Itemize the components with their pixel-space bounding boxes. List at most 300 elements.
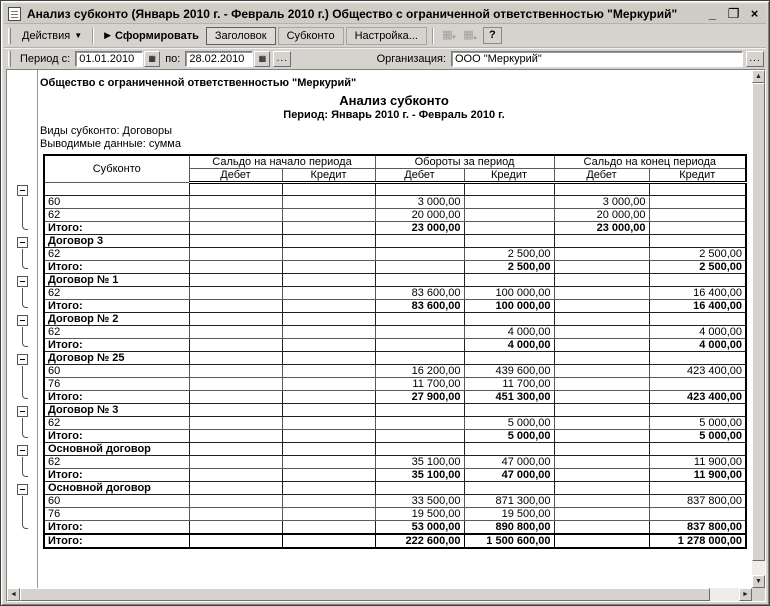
- amount-cell[interactable]: [282, 534, 375, 548]
- amount-cell[interactable]: 4 000,00: [649, 339, 746, 352]
- amount-cell[interactable]: [189, 209, 282, 222]
- amount-cell[interactable]: [375, 183, 464, 196]
- subconto-cell[interactable]: 76: [44, 378, 189, 391]
- amount-cell[interactable]: 4 000,00: [464, 326, 554, 339]
- actions-menu-button[interactable]: [15, 28, 89, 44]
- amount-cell[interactable]: [554, 313, 649, 326]
- amount-cell[interactable]: [189, 404, 282, 417]
- amount-cell[interactable]: 5 000,00: [464, 430, 554, 443]
- amount-cell[interactable]: [554, 430, 649, 443]
- report-title: Анализ субконто: [339, 93, 449, 108]
- subconto-cell[interactable]: Основной договор: [44, 443, 189, 456]
- chevron-down-icon: ▼: [74, 30, 83, 40]
- collapse-group-button[interactable]: [17, 276, 28, 287]
- col-header-subconto: Субконто: [44, 155, 189, 183]
- amount-cell[interactable]: [554, 339, 649, 352]
- panel-grip: [8, 51, 11, 67]
- account-row: [44, 417, 746, 430]
- col-header-turnover: Обороты за период: [375, 155, 554, 169]
- amount-cell[interactable]: [282, 378, 375, 391]
- amount-cell[interactable]: [282, 352, 375, 365]
- amount-cell[interactable]: [282, 235, 375, 248]
- amount-cell[interactable]: [375, 261, 464, 274]
- amount-cell[interactable]: [282, 313, 375, 326]
- subconto-cell[interactable]: Итого:: [44, 222, 189, 235]
- scroll-up-icon[interactable]: ▲: [752, 70, 765, 83]
- group-bracket: [22, 366, 28, 399]
- amount-cell[interactable]: 16 200,00: [375, 365, 464, 378]
- parameter-bar: [4, 48, 766, 69]
- horizontal-scrollbar[interactable]: [7, 588, 752, 601]
- amount-cell[interactable]: [282, 183, 375, 196]
- amount-cell[interactable]: [464, 352, 554, 365]
- amount-cell[interactable]: [375, 235, 464, 248]
- amount-cell[interactable]: 11 900,00: [649, 456, 746, 469]
- amount-cell[interactable]: 222 600,00: [375, 534, 464, 548]
- amount-cell[interactable]: 2 500,00: [649, 261, 746, 274]
- subconto-cell[interactable]: Итого:: [44, 534, 189, 548]
- amount-cell[interactable]: [282, 261, 375, 274]
- amount-cell[interactable]: 5 000,00: [649, 430, 746, 443]
- amount-cell[interactable]: 451 300,00: [464, 391, 554, 404]
- amount-cell[interactable]: 837 800,00: [649, 495, 746, 508]
- amount-cell[interactable]: [554, 521, 649, 535]
- amount-cell[interactable]: 83 600,00: [375, 300, 464, 313]
- subconto-cell[interactable]: Договор № 1: [44, 274, 189, 287]
- amount-cell[interactable]: 3 000,00: [554, 196, 649, 209]
- subconto-cell[interactable]: 62: [44, 456, 189, 469]
- group-total-row: [44, 339, 746, 352]
- col-header-debit: Дебет: [375, 169, 464, 183]
- amount-cell[interactable]: [649, 183, 746, 196]
- subconto-cell[interactable]: 60: [44, 495, 189, 508]
- amount-cell[interactable]: [649, 222, 746, 235]
- window-title: Анализ субконто (Январь 2010 г. - Февраль 2010 г.) Общество с ограниченной ответственностью "Меркурий": [27, 6, 678, 21]
- group-bracket: [22, 418, 28, 438]
- amount-cell[interactable]: [375, 430, 464, 443]
- subconto-cell[interactable]: 62: [44, 326, 189, 339]
- period-to-label: по:: [165, 52, 181, 65]
- subconto-cell[interactable]: 60: [44, 196, 189, 209]
- amount-cell[interactable]: [554, 235, 649, 248]
- amount-cell[interactable]: [375, 404, 464, 417]
- amount-cell[interactable]: [464, 482, 554, 495]
- report-table-wrap: [43, 154, 746, 549]
- amount-cell[interactable]: [189, 274, 282, 287]
- subconto-button[interactable]: Субконто: [278, 27, 344, 45]
- amount-cell[interactable]: [282, 196, 375, 209]
- group-total-row: [44, 430, 746, 443]
- amount-cell[interactable]: 20 000,00: [375, 209, 464, 222]
- amount-cell[interactable]: [282, 443, 375, 456]
- amount-cell[interactable]: [464, 222, 554, 235]
- account-row: [44, 326, 746, 339]
- amount-cell[interactable]: [554, 261, 649, 274]
- subconto-cell[interactable]: [44, 183, 189, 196]
- report-area: [6, 69, 766, 602]
- organization-ellipsis-button[interactable]: ...: [746, 51, 764, 67]
- amount-cell[interactable]: 5 000,00: [464, 417, 554, 430]
- amount-cell[interactable]: [189, 248, 282, 261]
- amount-cell[interactable]: [649, 235, 746, 248]
- amount-cell[interactable]: 4 000,00: [649, 326, 746, 339]
- amount-cell[interactable]: [282, 521, 375, 535]
- minimize-button[interactable]: _: [708, 5, 717, 21]
- scrollbar-corner: [752, 588, 765, 601]
- group-bracket: [22, 288, 28, 308]
- group-name-row: [44, 235, 746, 248]
- amount-cell[interactable]: [554, 378, 649, 391]
- amount-cell[interactable]: [375, 339, 464, 352]
- amount-cell[interactable]: 19 500,00: [375, 508, 464, 521]
- collapse-group-button[interactable]: [17, 237, 28, 248]
- amount-cell[interactable]: [464, 235, 554, 248]
- amount-cell[interactable]: [464, 404, 554, 417]
- period-from-label: Период с:: [20, 52, 71, 65]
- amount-cell[interactable]: [189, 300, 282, 313]
- group-bracket: [22, 327, 28, 347]
- amount-cell[interactable]: [375, 313, 464, 326]
- amount-cell[interactable]: [282, 508, 375, 521]
- subconto-cell[interactable]: Итого:: [44, 300, 189, 313]
- subconto-cell[interactable]: 62: [44, 417, 189, 430]
- amount-cell[interactable]: 23 000,00: [554, 222, 649, 235]
- account-row: [44, 365, 746, 378]
- amount-cell[interactable]: [189, 443, 282, 456]
- toolbar: [4, 24, 766, 48]
- amount-cell[interactable]: [554, 183, 649, 196]
- amount-cell[interactable]: [554, 365, 649, 378]
- amount-cell[interactable]: 423 400,00: [649, 365, 746, 378]
- amount-cell[interactable]: 1 500 600,00: [464, 534, 554, 548]
- generate-label: Сформировать: [115, 29, 199, 42]
- amount-cell[interactable]: [282, 222, 375, 235]
- account-row: [44, 495, 746, 508]
- amount-cell[interactable]: 20 000,00: [554, 209, 649, 222]
- subconto-cell[interactable]: 62: [44, 209, 189, 222]
- amount-cell[interactable]: [554, 352, 649, 365]
- account-row: [44, 196, 746, 209]
- amount-cell[interactable]: 423 400,00: [649, 391, 746, 404]
- amount-cell[interactable]: 2 500,00: [464, 248, 554, 261]
- amount-cell[interactable]: [375, 443, 464, 456]
- collapse-group-button[interactable]: [17, 185, 28, 196]
- scroll-right-icon[interactable]: ►: [739, 588, 752, 601]
- vertical-scroll-thumb[interactable]: [752, 83, 765, 561]
- col-header-closing-balance: Сальдо на конец периода: [554, 155, 746, 169]
- amount-cell[interactable]: 890 800,00: [464, 521, 554, 535]
- collapse-group-button[interactable]: [17, 354, 28, 365]
- group-margin-divider: [37, 70, 38, 588]
- amount-cell[interactable]: 27 900,00: [375, 391, 464, 404]
- report-canvas: [7, 70, 752, 588]
- table-down-icon: ▦ ▼: [442, 29, 457, 41]
- group-total-row: [44, 521, 746, 535]
- amount-cell[interactable]: [189, 313, 282, 326]
- group-tree: [7, 70, 37, 588]
- col-header-opening-balance: Сальдо на начало периода: [189, 155, 375, 169]
- amount-cell[interactable]: [189, 196, 282, 209]
- amount-cell[interactable]: [554, 404, 649, 417]
- col-header-credit: Кредит: [282, 169, 375, 183]
- amount-cell[interactable]: 3 000,00: [375, 196, 464, 209]
- amount-cell[interactable]: [554, 469, 649, 482]
- subconto-cell[interactable]: 62: [44, 287, 189, 300]
- amount-cell[interactable]: [554, 287, 649, 300]
- amount-cell[interactable]: 4 000,00: [464, 339, 554, 352]
- account-row: [44, 248, 746, 261]
- account-row: [44, 209, 746, 222]
- collapse-group-button[interactable]: [17, 406, 28, 417]
- scroll-down-icon[interactable]: ▼: [752, 575, 765, 588]
- subconto-cell[interactable]: Итого:: [44, 391, 189, 404]
- amount-cell[interactable]: 47 000,00: [464, 456, 554, 469]
- amount-cell[interactable]: 2 500,00: [464, 261, 554, 274]
- vertical-scrollbar[interactable]: [752, 70, 765, 588]
- amount-cell[interactable]: [649, 352, 746, 365]
- amount-cell[interactable]: [189, 417, 282, 430]
- amount-cell[interactable]: 47 000,00: [464, 469, 554, 482]
- amount-cell[interactable]: [554, 443, 649, 456]
- amount-cell[interactable]: [282, 339, 375, 352]
- amount-cell[interactable]: 11 700,00: [464, 378, 554, 391]
- amount-cell[interactable]: [282, 482, 375, 495]
- period-from-input[interactable]: [75, 51, 143, 67]
- amount-cell[interactable]: [189, 287, 282, 300]
- amount-cell[interactable]: [282, 300, 375, 313]
- amount-cell[interactable]: [649, 196, 746, 209]
- settings-button[interactable]: Настройка...: [346, 27, 427, 45]
- organization-label: Организация:: [376, 52, 446, 65]
- amount-cell[interactable]: [554, 300, 649, 313]
- group-name-row: [44, 482, 746, 495]
- horizontal-scroll-thumb[interactable]: [20, 588, 710, 601]
- amount-cell[interactable]: [375, 326, 464, 339]
- amount-cell[interactable]: [554, 391, 649, 404]
- col-header-debit: Дебет: [189, 169, 282, 183]
- scroll-left-icon[interactable]: ◄: [7, 588, 20, 601]
- amount-cell[interactable]: 11 700,00: [375, 378, 464, 391]
- amount-cell[interactable]: [464, 196, 554, 209]
- group-name-row: [44, 274, 746, 287]
- amount-cell[interactable]: [375, 417, 464, 430]
- amount-cell[interactable]: [189, 521, 282, 535]
- amount-cell[interactable]: [282, 274, 375, 287]
- amount-cell[interactable]: [282, 404, 375, 417]
- collapse-group-button[interactable]: [17, 445, 28, 456]
- amount-cell[interactable]: [464, 183, 554, 196]
- amount-cell[interactable]: [554, 456, 649, 469]
- report-subconto-kinds: Виды субконто: Договоры: [40, 125, 172, 137]
- amount-cell[interactable]: [554, 508, 649, 521]
- generate-button[interactable]: [97, 28, 206, 44]
- amount-cell[interactable]: [649, 313, 746, 326]
- calendar-icon[interactable]: ▦: [254, 51, 270, 67]
- play-icon: ▶: [104, 30, 112, 40]
- amount-cell[interactable]: [649, 443, 746, 456]
- subconto-cell[interactable]: Итого:: [44, 469, 189, 482]
- amount-cell[interactable]: [554, 326, 649, 339]
- amount-cell[interactable]: 16 400,00: [649, 287, 746, 300]
- amount-cell[interactable]: [554, 482, 649, 495]
- amount-cell[interactable]: [189, 482, 282, 495]
- amount-cell[interactable]: [189, 508, 282, 521]
- amount-cell[interactable]: [189, 430, 282, 443]
- group-total-row: [44, 261, 746, 274]
- amount-cell[interactable]: [189, 456, 282, 469]
- amount-cell[interactable]: [282, 495, 375, 508]
- amount-cell[interactable]: [282, 326, 375, 339]
- amount-cell[interactable]: 100 000,00: [464, 300, 554, 313]
- amount-cell[interactable]: [282, 456, 375, 469]
- amount-cell[interactable]: 19 500,00: [464, 508, 554, 521]
- amount-cell[interactable]: [189, 261, 282, 274]
- amount-cell[interactable]: [649, 404, 746, 417]
- toolbar-separator: [92, 28, 94, 44]
- group-name-row: [44, 313, 746, 326]
- title-bar[interactable]: [4, 4, 766, 24]
- amount-cell[interactable]: [649, 508, 746, 521]
- calendar-icon[interactable]: ▦: [144, 51, 160, 67]
- account-row: [44, 287, 746, 300]
- report-output-data: Выводимые данные: сумма: [40, 138, 181, 150]
- amount-cell[interactable]: [189, 391, 282, 404]
- app-icon: [8, 7, 21, 21]
- amount-cell[interactable]: [554, 274, 649, 287]
- amount-cell[interactable]: 5 000,00: [649, 417, 746, 430]
- subconto-cell[interactable]: Договор 3: [44, 235, 189, 248]
- subconto-table: [43, 154, 747, 549]
- amount-cell[interactable]: [189, 222, 282, 235]
- subconto-cell[interactable]: Итого:: [44, 261, 189, 274]
- amount-cell[interactable]: 33 500,00: [375, 495, 464, 508]
- amount-cell[interactable]: [282, 430, 375, 443]
- amount-cell[interactable]: [189, 339, 282, 352]
- col-header-credit: Кредит: [649, 169, 746, 183]
- amount-cell[interactable]: [464, 443, 554, 456]
- amount-cell[interactable]: [282, 248, 375, 261]
- account-row: [44, 456, 746, 469]
- account-row: [44, 378, 746, 391]
- amount-cell[interactable]: [375, 352, 464, 365]
- amount-cell[interactable]: 35 100,00: [375, 456, 464, 469]
- amount-cell[interactable]: [464, 274, 554, 287]
- amount-cell[interactable]: 83 600,00: [375, 287, 464, 300]
- amount-cell[interactable]: 837 800,00: [649, 521, 746, 535]
- amount-cell[interactable]: 2 500,00: [649, 248, 746, 261]
- amount-cell[interactable]: [554, 248, 649, 261]
- amount-cell[interactable]: [282, 417, 375, 430]
- amount-cell[interactable]: [189, 378, 282, 391]
- amount-cell[interactable]: 439 600,00: [464, 365, 554, 378]
- amount-cell[interactable]: 100 000,00: [464, 287, 554, 300]
- subconto-cell[interactable]: Итого:: [44, 339, 189, 352]
- subconto-cell[interactable]: Договор № 3: [44, 404, 189, 417]
- subconto-cell[interactable]: Итого:: [44, 521, 189, 535]
- close-button[interactable]: ×: [750, 5, 759, 21]
- amount-cell[interactable]: [189, 495, 282, 508]
- collapse-group-button[interactable]: [17, 484, 28, 495]
- amount-cell[interactable]: [189, 352, 282, 365]
- amount-cell[interactable]: [375, 274, 464, 287]
- subconto-cell[interactable]: 62: [44, 248, 189, 261]
- amount-cell[interactable]: 35 100,00: [375, 469, 464, 482]
- amount-cell[interactable]: [554, 417, 649, 430]
- period-to-input[interactable]: [185, 51, 253, 67]
- help-button[interactable]: ?: [483, 27, 502, 44]
- group-bracket: [22, 496, 28, 529]
- amount-cell[interactable]: [649, 482, 746, 495]
- amount-cell[interactable]: 11 900,00: [649, 469, 746, 482]
- group-bracket: [22, 249, 28, 269]
- collapse-group-button[interactable]: [17, 315, 28, 326]
- table-up-icon: ▦ ▲: [463, 29, 478, 41]
- subconto-cell[interactable]: 76: [44, 508, 189, 521]
- subconto-cell[interactable]: 60: [44, 365, 189, 378]
- group-total-row: [44, 222, 746, 235]
- account-row: [44, 508, 746, 521]
- amount-cell[interactable]: [375, 482, 464, 495]
- amount-cell[interactable]: [282, 287, 375, 300]
- amount-cell[interactable]: 53 000,00: [375, 521, 464, 535]
- actions-label: Действия: [22, 29, 71, 42]
- amount-cell[interactable]: [464, 313, 554, 326]
- amount-cell[interactable]: 1 278 000,00: [649, 534, 746, 548]
- toolbar-separator: [432, 28, 434, 44]
- amount-cell[interactable]: [189, 534, 282, 548]
- maximize-button[interactable]: ❐: [727, 5, 740, 21]
- amount-cell[interactable]: 871 300,00: [464, 495, 554, 508]
- subconto-cell[interactable]: Основной договор: [44, 482, 189, 495]
- subconto-cell[interactable]: Договор № 25: [44, 352, 189, 365]
- grand-total-row: [44, 534, 746, 548]
- amount-cell[interactable]: [189, 235, 282, 248]
- amount-cell[interactable]: [282, 469, 375, 482]
- amount-cell[interactable]: [464, 209, 554, 222]
- group-bracket: [22, 197, 28, 230]
- group-bracket: [22, 457, 28, 477]
- subconto-cell[interactable]: Итого:: [44, 430, 189, 443]
- subconto-cell[interactable]: Договор № 2: [44, 313, 189, 326]
- amount-cell[interactable]: [189, 365, 282, 378]
- amount-cell[interactable]: [649, 378, 746, 391]
- amount-cell[interactable]: [649, 209, 746, 222]
- amount-cell[interactable]: [282, 391, 375, 404]
- header-toggle-button[interactable]: Заголовок: [206, 27, 276, 45]
- amount-cell[interactable]: 16 400,00: [649, 300, 746, 313]
- amount-cell[interactable]: [649, 274, 746, 287]
- amount-cell[interactable]: [189, 469, 282, 482]
- amount-cell[interactable]: [554, 534, 649, 548]
- amount-cell[interactable]: [189, 326, 282, 339]
- period-ellipsis-button[interactable]: ...: [273, 51, 291, 67]
- group-total-row: [44, 391, 746, 404]
- amount-cell[interactable]: [282, 365, 375, 378]
- group-total-row: [44, 300, 746, 313]
- report-company: Общество с ограниченной ответственностью "Меркурий": [40, 77, 357, 89]
- organization-input[interactable]: [451, 51, 743, 67]
- amount-cell[interactable]: [282, 209, 375, 222]
- group-total-row: [44, 469, 746, 482]
- amount-cell[interactable]: 23 000,00: [375, 222, 464, 235]
- group-name-row: [44, 404, 746, 417]
- col-header-debit: Дебет: [554, 169, 649, 183]
- group-name-row: [44, 183, 746, 196]
- amount-cell[interactable]: [375, 248, 464, 261]
- amount-cell[interactable]: [554, 495, 649, 508]
- amount-cell[interactable]: [189, 183, 282, 196]
- group-name-row: [44, 352, 746, 365]
